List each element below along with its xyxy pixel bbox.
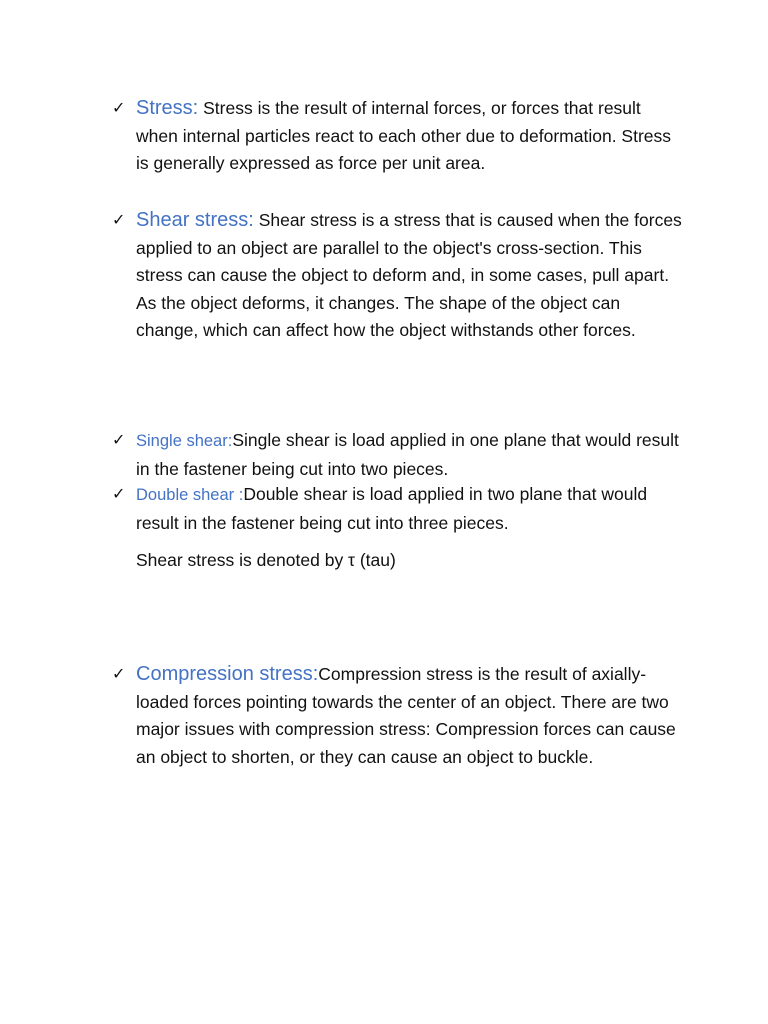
definition-shear-stress: Shear stress is a stress that is caused when the forces applied to an object are parallel to the object's cross-section. This stress can cause the object to deform and, in some cases, pull apart. As the object deforms, it changes. The shape of the object can change, which can affect how the object withstands other forces. [136,210,682,340]
term-compression-stress: Compression stress: [136,663,319,685]
term-shear-stress: Shear stress: [136,209,254,231]
definition-compression-stress: Compression stress is the result of axially-loaded forces pointing towards the center of an object. There are two major issues with compression stress: Compression forces can cause an object to shorten, or they can cause an object to buckle. [136,664,676,767]
checkmark-icon: ✓ [112,486,126,503]
list-item-text [136,661,682,771]
list-item-text [136,481,682,537]
shear-notation-note: Shear stress is denoted by τ (tau) [136,550,396,570]
list-item-single-shear [112,427,682,483]
list-item-stress [112,95,682,178]
definition-stress: Stress is the result of internal forces, or forces that result when internal particles react to each other due to deformation. Stress is generally expressed as force per unit area. [136,98,672,173]
list-item-double-shear [112,481,682,537]
list-item-text [136,207,682,345]
checkmark-icon: ✓ [112,100,126,117]
term-single-shear: Single shear: [136,432,233,450]
checkmark-icon: ✓ [112,666,126,683]
checkmark-icon: ✓ [112,432,126,449]
definition-double-shear: Double shear is load applied in two plane that would result in the fastener being cut into three pieces. [136,484,648,533]
list-item-compression-stress [112,661,682,771]
checkmark-icon: ✓ [112,212,126,229]
list-item-text [136,427,682,483]
term-double-shear: Double shear : [136,486,244,504]
list-item-text [136,95,682,178]
list-item-shear-stress [112,207,682,345]
definition-single-shear: Single shear is load applied in one plane that would result in the fastener being cut into two pieces. [136,430,679,479]
term-stress: Stress: [136,97,199,119]
